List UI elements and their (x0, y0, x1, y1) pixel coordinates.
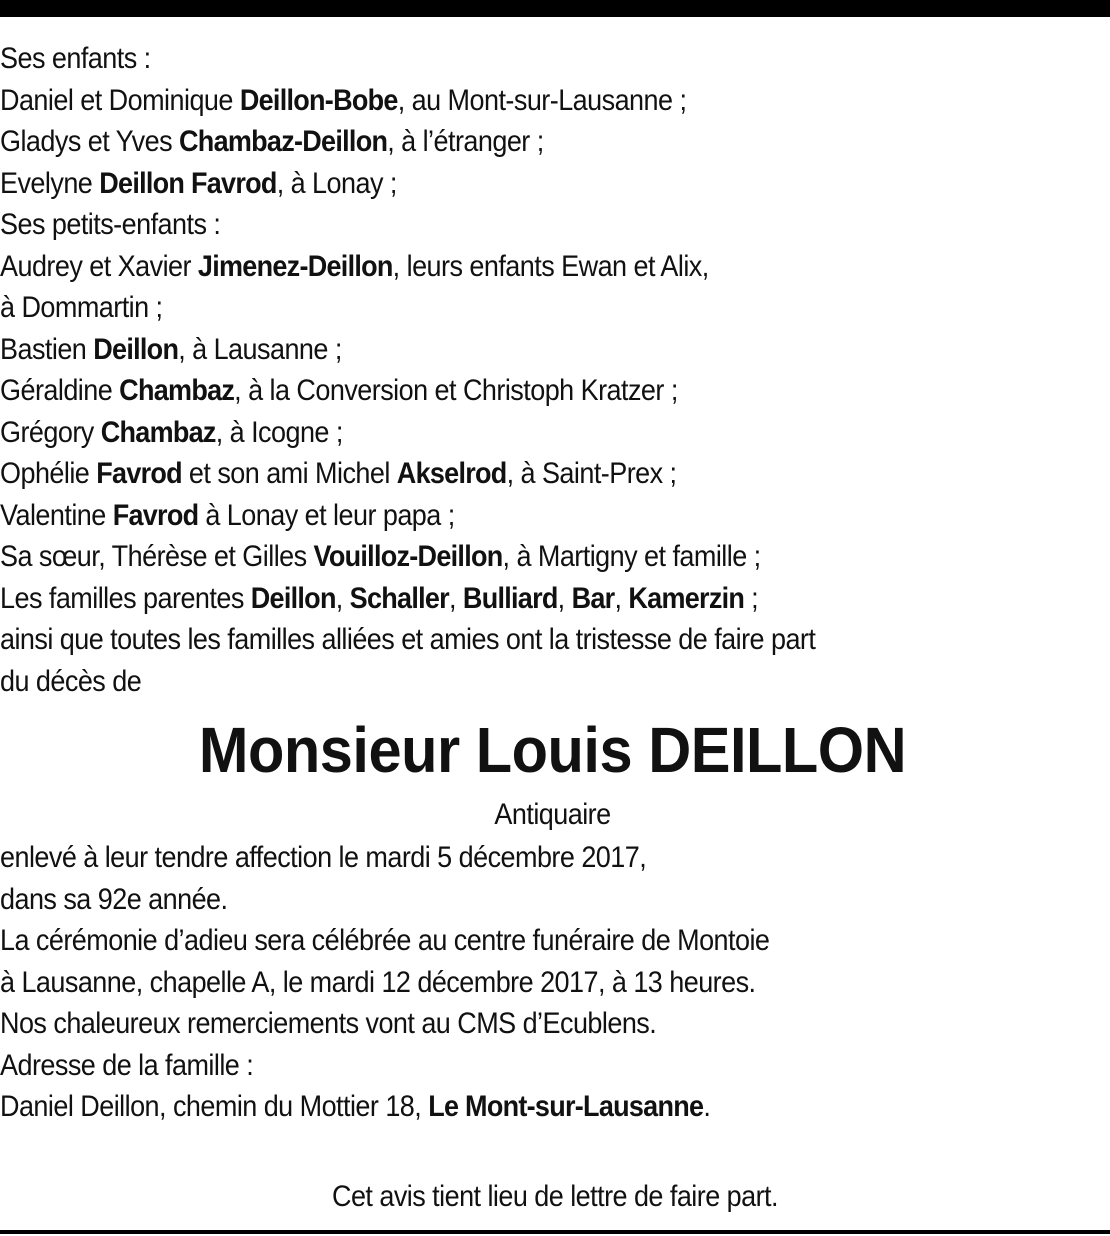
text-segment: ainsi que toutes les familles alliées et amies ont la tristesse de faire part (0, 623, 816, 656)
text-segment: Daniel et Dominique (0, 83, 240, 117)
text-segment: Sa sœur, Thérèse et Gilles (0, 540, 314, 573)
family-name: Jimenez-Deillon (197, 249, 393, 283)
text-segment: , à l’étranger ; (387, 125, 544, 158)
family-name: Le Mont-sur-Lausanne (428, 1090, 704, 1123)
family-line (0, 121, 995, 163)
detail-line (0, 962, 995, 1004)
top-rule (0, 0, 1110, 17)
text-segment: Géraldine (0, 374, 120, 407)
text-segment: , à Saint-Prex ; (506, 457, 677, 490)
family-name: Deillon-Bobe (239, 83, 398, 117)
text-segment: à Lonay et leur papa ; (198, 498, 455, 532)
deceased-profession: Antiquaire (494, 798, 611, 831)
family-name: Favrod (96, 457, 182, 490)
family-line (0, 329, 995, 371)
text-segment: , à Lonay ; (276, 166, 397, 200)
family-line (0, 536, 995, 578)
text-segment: dans sa 92e année. (0, 882, 228, 916)
family-line (0, 246, 995, 288)
family-name: Bar (571, 581, 615, 615)
family-line (0, 80, 995, 122)
detail-line (0, 1003, 995, 1045)
detail-line (0, 879, 995, 921)
text-segment: Ses petits-enfants : (0, 208, 221, 241)
text-segment: , (557, 581, 572, 615)
family-name: Favrod (112, 498, 199, 532)
detail-line (0, 1045, 995, 1087)
text-segment: Audrey et Xavier (0, 249, 198, 283)
family-line (0, 495, 995, 537)
deceased-name: Monsieur Louis DEILLON (198, 714, 907, 786)
text-segment: du décès de (0, 664, 142, 698)
text-segment: Ophélie (0, 457, 97, 490)
family-line (0, 38, 995, 80)
detail-line (0, 920, 995, 962)
text-segment: , à Martigny et famille ; (502, 540, 761, 573)
family-line (0, 619, 995, 661)
text-segment: , (614, 581, 629, 615)
text-segment: à Lausanne, chapelle A, le mardi 12 décembre 2017, à 13 heures. (0, 965, 756, 999)
text-segment: Les familles parentes (0, 581, 251, 615)
family-name: Chambaz-Deillon (179, 125, 388, 158)
detail-line (0, 1086, 995, 1128)
family-name: Schaller (349, 581, 449, 615)
closing-note: Cet avis tient lieu de lettre de faire part. (331, 1180, 778, 1213)
family-line (0, 370, 995, 412)
bottom-rule (0, 1230, 1110, 1234)
family-line (0, 578, 995, 620)
text-segment: Daniel Deillon, chemin du Mottier 18, (0, 1090, 429, 1123)
text-segment: Bastien (0, 332, 94, 366)
family-name: Deillon (250, 581, 336, 615)
text-segment: , leurs enfants Ewan et Alix, (392, 249, 709, 283)
text-segment: Ses enfants : (0, 42, 151, 75)
text-segment: Nos chaleureux remerciements vont au CMS d’Ecublens. (0, 1007, 657, 1040)
family-line (0, 287, 995, 329)
family-name: Vouilloz-Deillon (313, 540, 503, 573)
family-name: Chambaz (100, 415, 216, 449)
family-name: Bulliard (462, 581, 558, 615)
text-segment: , (335, 581, 350, 615)
text-segment: , (448, 581, 463, 615)
text-segment: . (703, 1090, 711, 1123)
text-segment: ; (744, 581, 759, 615)
family-name: Chambaz (119, 374, 235, 407)
text-segment: Grégory (0, 415, 101, 449)
text-segment: Gladys et Yves (0, 125, 180, 158)
text-segment: Adresse de la famille : (0, 1048, 254, 1082)
family-name: Deillon Favrod (99, 166, 277, 200)
text-segment: , à Lausanne ; (178, 332, 342, 366)
family-line (0, 412, 995, 454)
detail-line (0, 837, 995, 879)
family-line (0, 204, 995, 246)
text-segment: et son ami Michel (181, 457, 397, 490)
obituary-notice (0, 38, 1105, 1128)
text-segment: , à la Conversion et Christoph Kratzer ; (234, 374, 678, 407)
text-segment: enlevé à leur tendre affection le mardi 5 décembre 2017, (0, 841, 647, 874)
family-line (0, 661, 995, 703)
family-list (0, 38, 1105, 702)
text-segment: , au Mont-sur-Lausanne ; (397, 83, 687, 117)
funeral-details (0, 837, 1105, 1128)
text-segment: , à Icogne ; (215, 415, 343, 449)
text-segment: à Dommartin ; (0, 291, 163, 324)
family-name: Akselrod (396, 457, 507, 490)
family-name: Deillon (93, 332, 179, 366)
family-name: Kamerzin (628, 581, 745, 615)
family-line (0, 163, 995, 205)
text-segment: Evelyne (0, 166, 100, 200)
family-line (0, 453, 995, 495)
text-segment: Valentine (0, 498, 113, 532)
text-segment: La cérémonie d’adieu sera célébrée au centre funéraire de Montoie (0, 924, 770, 957)
